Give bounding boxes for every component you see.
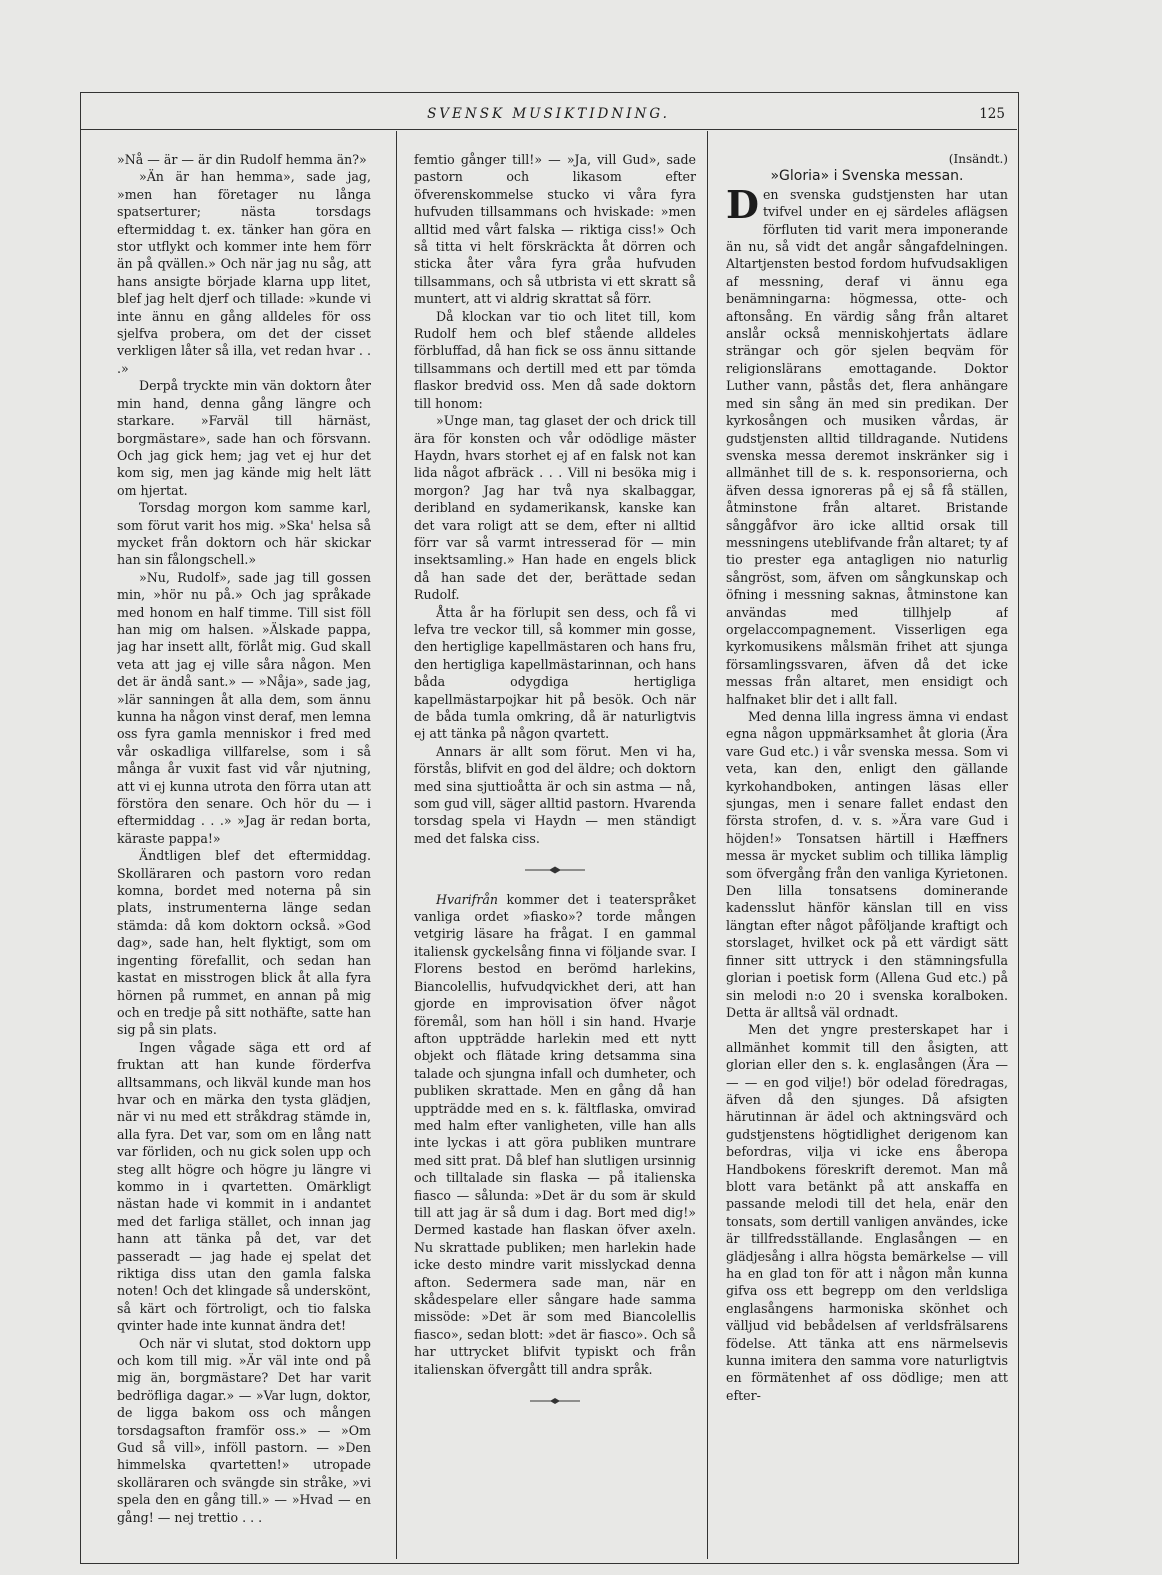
column-1 xyxy=(117,151,371,1551)
col2-paragraph: Då klockan var tio och litet till, kom Rudolf hem och blef stående alldeles förbluffad, då han fick se oss ännu sittande tillsammans och dertill med ett par tömda flaskor bredvid oss. Men då sade doktorn till honom: xyxy=(414,308,696,411)
page-header xyxy=(80,104,1017,124)
col3-paragraph: Med denna lilla ingress ämna vi endast egna någon uppmärksamhet åt gloria (Ära vare Gud etc.) i vår svenska messa. Som vi veta, kan den, enligt den gällande kyrkohandboken, antingen läsas eller sjungas, men i senare fallet endast den första strofen, d. v. s. »Ära vare Gud i höjden!» Tonsatsen härtill i Hæffners messa är mycket sublim och tillika lämplig som öfvergång från den vanliga Kyrietonen. Den lilla tonsatsens dominerande kadensslut hänför känslan till en viss längtan efter något påföljande kraftigt och storslaget, hvilket ock på ett värdigt sätt finner sitt uttryck i den stämningsfulla glorian i poetisk form (Allena Gud etc.) på sin melodi n:o 20 i svenska koralboken. Detta är alltså väl ordnadt. xyxy=(726,709,1008,1020)
col2-paragraph: Annars är allt som förut. Men vi ha, förstås, blifvit en god del äldre; och doktorn med sina sjuttioåtta är och sin astma — nå, som gud vill, säger alltid pastorn. Hvarenda torsdag spela vi Haydn — men ständigt med det falska ciss. xyxy=(414,743,696,846)
submitted-note: (Insändt.) xyxy=(948,152,1008,166)
col1-paragraph: Torsdag morgon kom samme karl, som förut varit hos mig. »Ska' helsa så mycket från doktorn och här skickar han sin fålongschell.» xyxy=(117,500,371,568)
section-ornament-end xyxy=(414,1392,696,1409)
col3-paragraph-text: en svenska gudstjensten har utan tvifvel under en ej särdeles aflägsen förfluten tid varit mera imponerande än nu, så vidt det angår sångafdelningen. Altartjensten bestod fordom hufvudsakligen af messning, deraf vi ännu ega benämningarna: högmessa, otte- och aftonsång. En värdig sång från altaret anslår också menniskohjertats ädlare strängar och gör sjelen beqväm för religionslärans emottagande. Doktor Luther vann, påstås det, flera anhängare med sin sång än med sin predikan. Der kyrkosången och musiken vårdas, är gudstjensten alltid tilldragande. Nutidens svenska messa deremot inskränker sig i allmänhet till de s. k. responsorierna, och äfven dessa ignoreras på ej så få ställen, åtminstone från altaret. Bristande sånggåfvor äro icke alltid orsak till messningens uteblifvande från altaret; ty af tio prester ega antagligen nio naturlig sångröst, som, äfven om sångkunskap och öfning i messning saknas, åtminstone kan användas med tillhjelp af orgelaccompagnement. Visserligen ega kyrkomusikens målsmän frihet att sjunga församlingssvaren, äfven då det icke messas från altaret, men ensidigt och halfnaket blir det i allt fall. xyxy=(726,186,1008,707)
col1-paragraph: »Än är han hemma», sade jag, »men han företager nu långa spatserturer; nästa torsdags eftermiddag t. ex. tänker han göra en stor utflykt och kommer inte hem förr än på qvällen.» Och när jag nu såg, att hans ansigte började klarna upp litet, blef jag helt djerf och tillade: »kunde vi inte ännu en gång alldeles för oss sjelfva probera, om det der cisset verkligen låter så illa, vet redan hvar . . .» xyxy=(117,169,371,376)
anecdote-text: kommer det i teaterspråket vanliga ordet »fiasko»? torde mången vetgirig läsare ha frågat. I en gammal italiensk gyckelsång finna vi följande svar. I Florens bestod en berömd harlekins, Biancolellis, hufvudqvickhet deri, att han gjorde en improvisation öfver något föremål, som han höll i sin hand. Hvarje afton uppträdde harlekin med ett nytt objekt och flätade kring detsamma sina talade och sjungna infall och dumheter, och publiken skrattade. Men en gång då han uppträdde med en s. k. fältflaska, omvirad med halm efter vanligheten, ville han alls inte lyckas i att göra publiken muntrare med sitt prat. Då blef han slutligen ursinnig och tilltalade sin flaska — på italienska fiasco — sålunda: »Det är du som är skuld till att jag är så dum i dag. Bort med dig!» Dermed kastade han flaskan öfver axeln. Nu skrattade publiken; men harlekin hade icke desto mindre varit misslyckad denna afton. Sedermera sade man, när en skådespelare eller sångare hade samma missöde: »Det är som med Biancolellis fiasco», sedan blott: »det är fiasco». Och så har uttrycket blifvit typiskt och från italienskan öfvergått till andra språk. xyxy=(414,891,696,1377)
col1-paragraph: »Nå — är — är din Rudolf hemma än?» xyxy=(117,152,367,167)
page-number: 125 xyxy=(979,106,1005,122)
ornament-rule-icon xyxy=(525,866,585,874)
col1-paragraph: Derpå tryckte min vän doktorn åter min hand, denna gång längre och starkare. »Farväl till härnäst, borgmästare», sade han och försvann. Och jag gick hem; jag vet ej hur det kom sig, men jag kände mig helt lätt om hjertat. xyxy=(117,378,371,498)
col1-paragraph: Och när vi slutat, stod doktorn upp och kom till mig. »Är väl inte ond på mig än, borgmästare? Det har varit bedröfliga dagar.» — »Var lugn, doktor, de ligga bakom oss och mången torsdagsafton framför oss.» — »Om Gud så vill», inföll pastorn. — »Den himmelska qvartetten!» utropade skolläraren och svängde sin stråke, »vi spela den en gång till.» — »Hvad — en gång! — nej trettio . . . xyxy=(117,1335,371,1525)
col2-paragraph: femtio gånger till!» — »Ja, vill Gud», sade pastorn och likasom efter öfverenskommelse stucko vi våra fyra hufvuden tillsammans och hviskade: »men alltid med vårt falska — riktiga ciss!» Och så titta vi helt förskräckta åt dörren och sticka åter våra fyra gråa hufvuden tillsammans, och så utbrista vi ett skratt så muntert, att vi aldrig skrattat så förr. xyxy=(414,152,696,307)
column-divider-2 xyxy=(707,131,708,1559)
anecdote-paragraph xyxy=(414,891,696,1378)
col1-paragraph: Ingen vågade säga ett ord af fruktan att han kunde förderfva alltsammans, och likväl kunde man hos hvar och en märka den tysta glädjen, när vi nu med ett stråkdrag stämde in, alla fyra. Det var, som om en lång natt var förliden, och nu gick solen upp och steg allt högre och högre ju längre vi kommo in i qvartetten. Omärkligt nästan hade vi kommit in i andantet med det farliga stället, och innan jag hann att tänka på det, var det passeradt — jag hade ej spelat det riktiga diss utan den gamla falska noten! Och det klingade så underskönt, så kärt och förtroligt, och tio falska qvinter hade inte kunnat ändra det! xyxy=(117,1039,371,1334)
col3-paragraph xyxy=(726,181,1008,708)
ornament-rule-icon xyxy=(530,1397,580,1405)
col3-paragraph: Men det yngre presterskapet har i allmänhet kommit till den åsigten, att glorian eller den s. k. englasången (Ära — — — en god vilje!) bör odelad föredragas, äfven då den sjunges. Då afsigten härutinnan är ädel och aktningsvärd och gudstjenstens högtidlighet derigenom kan befordras, vilja vi icke ens åberopa Handbokens föreskrift deremot. Man må blott vara betänkt på att anskaffa en passande melodi till det hela, enär den tonsats, som dertill vanligen användes, icke är tillfredsställande. Englasången — en glädjesång i allra högsta bemärkelse — vill ha en glad ton för att i någon mån kunna gifva oss ett begrepp om den verldsliga englasångens harmoniska skönhet och välljud vid bebådelsen af verldsfrälsarens födelse. Att tänka att ens närmelsevis kunna imitera den samma vore naturligtvis en förmätenhet af oss dödlige; men att efter- xyxy=(726,1022,1008,1403)
column-3 xyxy=(726,151,1008,1551)
col1-paragraph: Ändtligen blef det eftermiddag. Skolläraren och pastorn voro redan komna, bordet med noterna på sin plats, instrumenterna länge sedan stämda: då kom doktorn också. »God dag», sade han, helt flyktigt, som om ingenting förefallit, och sedan han kastat en misstrogen blick åt alla fyra hörnen på rummet, en annan på mig och en tredje på sitt nothäfte, satte han sig på sin plats. xyxy=(117,848,371,1038)
anecdote-lead: Hvarifrån xyxy=(436,891,498,907)
column-2 xyxy=(414,151,696,1551)
header-rule xyxy=(80,129,1017,130)
drop-cap: D xyxy=(726,181,759,227)
column-divider-1 xyxy=(396,131,397,1559)
section-ornament xyxy=(414,861,696,878)
article-heading: »Gloria» i Svenska messan. xyxy=(770,168,964,185)
journal-title: SVENSK MUSIKTIDNING. xyxy=(427,106,670,122)
col2-paragraph: Åtta år ha förlupit sen dess, och få vi lefva tre veckor till, så kommer min gosse, den hertiglige kapellmästaren och hans fru, den hertigliga kapellmästarinnan, och hans båda odygdiga hertigliga kapellmästarpojkar hit på besök. Och när de båda tumla omkring, då är naturligtvis ej att tänka på någon qvartett. xyxy=(414,604,696,742)
col1-paragraph: »Nu, Rudolf», sade jag till gossen min, »hör nu på.» Och jag språkade med honom en half timme. Till sist föll han mig om halsen. »Älskade pappa, jag har insett allt, förlåt mig. Gud skall veta att jag ej ville såra någon. Men det är ändå sant.» — »Nåja», sade jag, »lär sanningen åt alla dem, som ännu kunna ha någon vinst deraf, men lemna oss fyra gamla menniskor i fred med vår oskadliga villfarelse, som i så många år vuxit fast vid vår njutning, att vi ej kunna utrota den förra utan att förstöra den senare. Och hör du — i eftermiddag . . .» »Jag är redan borta, käraste pappa!» xyxy=(117,569,371,846)
col2-paragraph: »Unge man, tag glaset der och drick till ära för konsten och vår odödlige mäster Haydn, hvars storhet ej af en falsk not kan lida något afbräck . . . Vill ni besöka mig i morgon? Jag har två nya skalbaggar, deribland en sydamerikansk, kanske kan det vara roligt att se dem, efter ni alltid förr var så varmt intresserad för — min insektsamling.» Han hade en engels blick då han sade det der, berättade sedan Rudolf. xyxy=(414,413,696,603)
